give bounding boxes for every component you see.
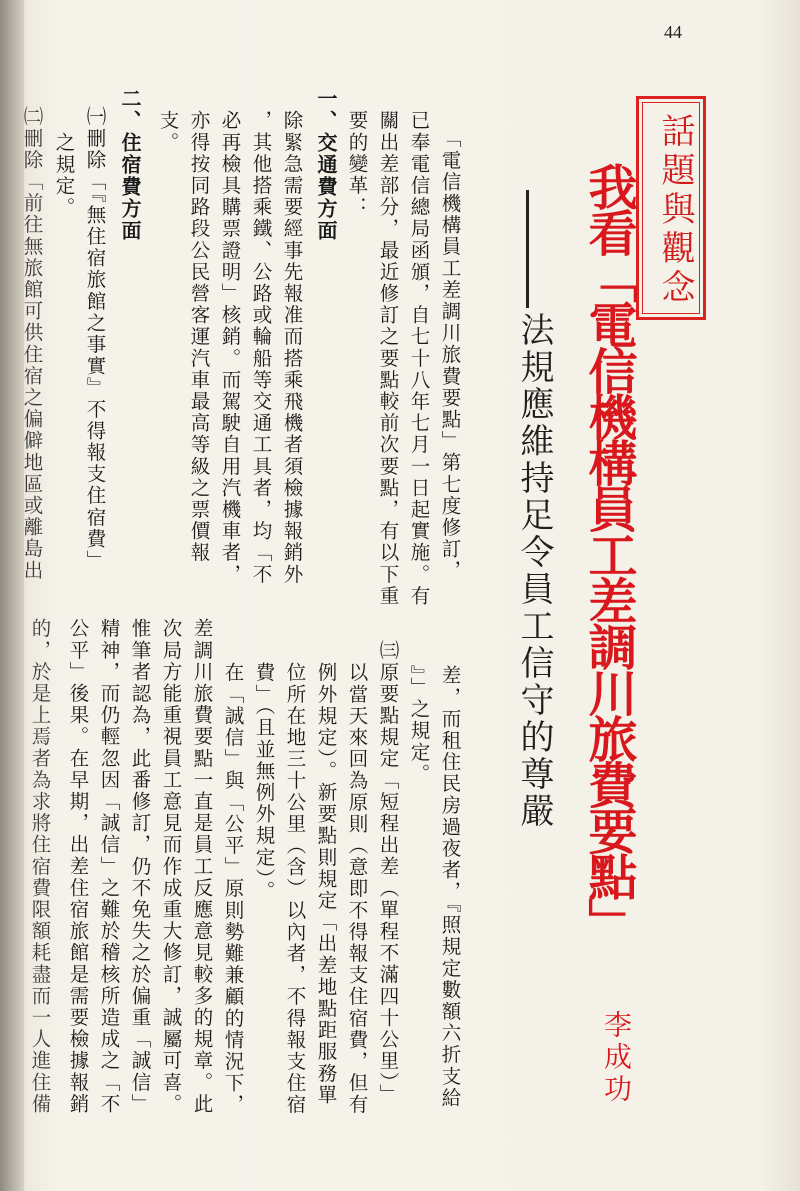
page-number: 44 [664,22,682,42]
text-column: 必再檢具購票證明」核銷。而駕駛自用汽機車者， [218,110,242,586]
text-column: 差，而租住民房過夜者，『照規定數額六折支給 [438,665,462,1109]
text-column: 以當天來回為原則（意即不得報支住宿費，但有 [345,662,369,1116]
text-column: 』」之規定。 [407,665,431,785]
section-heading-lodging: 二、住宿費方面 [118,88,142,242]
text-column: 關出差部分，最近修訂之要點較前次要點，有以下重 [376,110,400,607]
section-heading-transport: 一、交通費方面 [314,88,338,242]
text-column: ㈢原要點規定「短程出差（單程不滿四十公里）」 [376,640,400,1106]
text-column: 位所在地三十公里（含）以內者，不得報支住宿 [283,662,307,1116]
subtitle-dash [526,190,529,308]
text-column: 要的變革： [345,110,369,218]
author-name: 李成功 [600,1010,633,1106]
text-column: 費」（且並無例外規定）。 [252,662,276,902]
text-column: ㈠刪除「『無住宿旅館之事實』不得報支住宿費」 [83,106,107,572]
article-title: 我看「電信機構員工差調川旅費要點」 [581,162,638,944]
text-column: 支。 [156,110,180,154]
text-column: ，其他搭乘鐵、公路或輪船等交通工具者，均「不 [249,110,273,586]
column-tag: 話題與觀念 [655,113,695,308]
text-column: 除緊急需要經事先報准而搭乘飛機者須檢據報銷外 [280,110,304,586]
text-column: 公平」後果。在早期，出差住宿旅館是需要檢據報銷 [66,618,90,1115]
text-column: 之規定。 [52,132,76,219]
text-column: 次局方能重視員工意見而作成重大修訂，誠屬可喜。 [159,618,183,1115]
text-column: 例外規定）。新要點則規定「出差地點距服務單 [314,662,338,1106]
text-column: 在「誠信」與「公平」原則勢難兼顧的情況下， [221,662,245,1116]
text-column: 的，於是上焉者為求將住宿費限額耗盡而一人進住備 [28,618,52,1115]
article-subtitle: 法規應維持足令員工信守的尊嚴 [514,312,554,830]
column-tag-box [636,96,706,320]
text-column: 惟筆者認為，此番修訂，仍不免失之於偏重「誠信」 [128,618,152,1115]
text-column: 亦得按同路段公民營客運汽車最高等級之票價報 [187,110,211,564]
text-column: 已奉電信總局函頒，自七十八年七月一日起實施。有 [407,110,431,607]
text-column: 「電信機構員工差調川旅費要點」第七度修訂， [438,128,462,582]
text-column: 差調川旅費要點一直是員工反應意見較多的規章。此 [190,618,214,1115]
text-column: 精神，而仍輕忽因「誠信」之難於稽核所造成之「不 [97,618,121,1115]
text-column: ㈡刪除「前往無旅館可供住宿之偏僻地區或離島出 [20,106,44,582]
